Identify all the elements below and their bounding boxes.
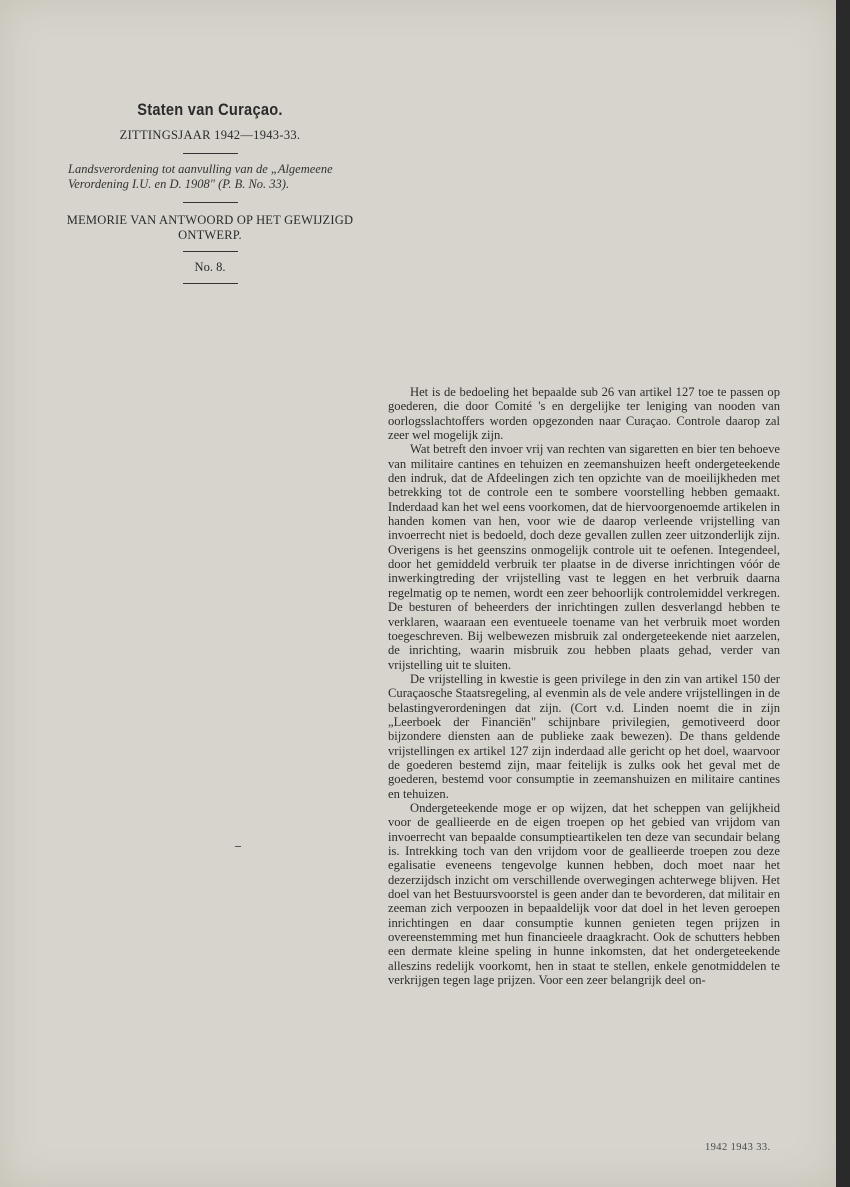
body-text	[388, 385, 780, 987]
divider	[183, 153, 238, 154]
memo-title: MEMORIE VAN ANTWOORD OP HET GEWIJZIGD ONTWERP.	[66, 213, 354, 242]
paragraph: Ondergeteekende moge er op wijzen, dat het scheppen van gelijkheid voor de geallieerde en de eigen troepen op het gebied van vrijdom van invoerrecht van bepaalde consumptieartikelen ten deze van secundair belang is. Intrekking toch van den vrijdom voor de geallieerde troepen zou deze egalisatie eveneens tengevolge kunnen hebben, doch moet naar het dezerzijdsch inzicht om verschillende overwegingen achterwege blijven. Het doel van het Bestuursvoorstel is geen ander dan te bevorderen, dat militair en zeeman zich verpoozen in bepaaldelijk voor dat doel in het leven geroepen inrichtingen en daar consumptie kunnen genieten tegen prijzen in overeenstemming met hun financieele draagkracht. Ook de schutters hebben een dermate kleine speling in hunne inkomsten, dat het ondergeteekende alleszins redelijk voorkomt, hen in staat te stellen, enkele genotmiddelen te verkrijgen tegen lage prijzen. Voor een zeer belangrijk deel on-	[388, 800, 780, 988]
document-number: No. 8.	[194, 260, 226, 274]
paragraph: Het is de bedoeling het bepaalde sub 26 van artikel 127 toe te passen op goederen, die door Comité 's en dergelijke ter leniging van nooden van oorlogsslachtoffers worden opgezonden naar Curaçao. Controle daarop zal zeer wel mogelijk zijn.	[388, 385, 780, 443]
session-line: ZITTINGSJAAR 1942—1943-33.	[119, 128, 301, 142]
paragraph: De vrijstelling in kwestie is geen privilege in den zin van artikel 150 der Curaçaosche Staatsregeling, al evenmin als de vele andere vrijstellingen in de belastingverordeningen dat zijn. (Cort v.d. Linden noemt die in zijn „Leerboek der Financiën" schijnbare privilegien, gemotiveerd door bijzondere diensten aan de publieke zaak bewezen). De thans geldende vrijstellingen ex artikel 127 zijn inderdaad alle gericht op het doel, waarvoor de goederen bestemd zijn, maar feitelijk is zulks ook het geval met de goederen, bestemd voor consumptie in zeemanshuizen en militaire cantines en tehuizen.	[388, 671, 780, 801]
stray-mark	[235, 846, 241, 847]
scan-edge	[836, 0, 850, 1187]
footer-code: 1942 1943 33.	[705, 1142, 771, 1153]
divider	[183, 283, 238, 284]
paragraph: Wat betreft den invoer vrij van rechten van sigaretten en bier ten behoeve van militaire cantines en tehuizen en zeemanshuizen heeft ondergeteekende den indruk, dat de Afdeelingen zich ten opzichte van de moeilijkheden met betrekking tot de controle een te sombere voorstelling hebben gemaakt. Inderdaad kan het wel eens voorkomen, dat de hiervoorgenoemde artikelen in handen komen van hen, voor wie de daarop verleende vrijstelling van invoerrecht niet is bedoeld, doch deze gevallen zullen zeer uitzonderlijk zijn. Overigens is het geenszins onmogelijk controle uit te oefenen. Integendeel, door het gemiddeld verbruik ter plaatse in de diverse inrichtingen vóór de inwerkingtreding der vrijstelling vast te leggen en het verbruik daarna regelmatig op te nemen, wordt een zeer behoorlijk controlemiddel verkregen. De besturen of beheerders der inrichtingen zullen desverlangd hebben te verklaren, waaraan een eventueele toename van het verbruik moet worden toegeschreven. Bij welbewezen misbruik zal ondergeteekende niet aarzelen, de inrichting, waarin misbruik zou hebben plaats gehad, verder van vrijstelling uit te sluiten.	[388, 442, 780, 672]
assembly-title: Staten van Curaçao.	[137, 100, 283, 119]
document-header	[60, 100, 360, 284]
law-title: Landsverordening tot aanvulling van de „Algemeene Verordening I.U. en D. 1908" (P. B. No. 33).	[68, 162, 333, 191]
divider	[183, 202, 238, 203]
divider	[183, 251, 238, 252]
